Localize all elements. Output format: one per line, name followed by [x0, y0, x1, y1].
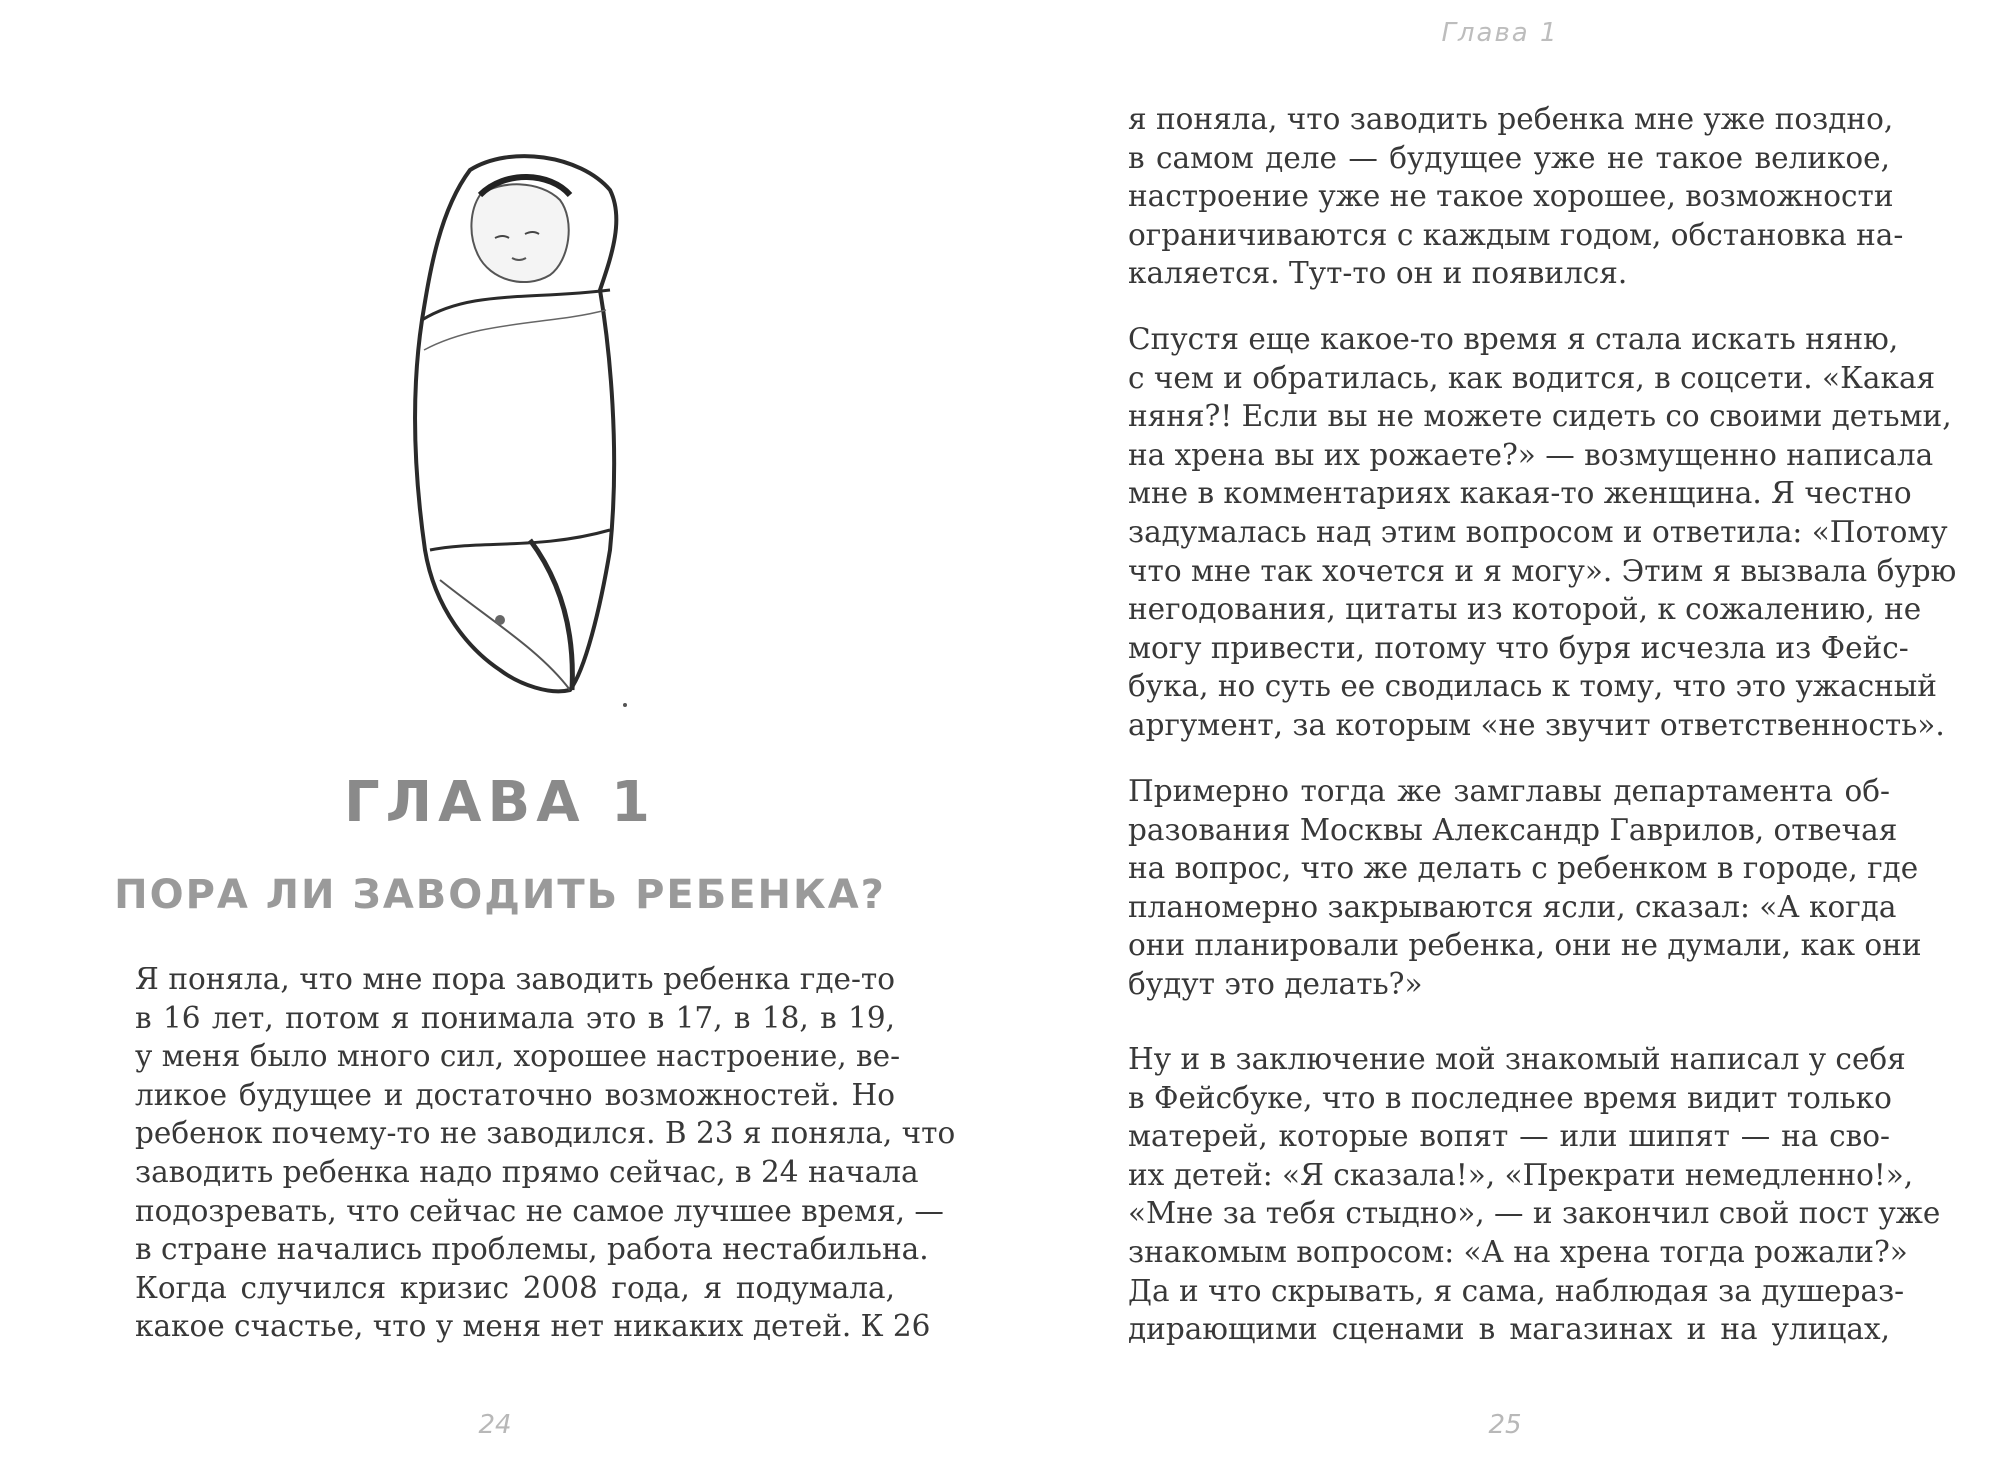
chapter-number: ГЛАВА 1: [343, 770, 657, 835]
text-line: будут это делать?»: [1128, 966, 1423, 1001]
text-line: подозревать, что сейчас не самое лучшее время, —: [135, 1193, 944, 1228]
text-line: аргумент, за которым «не звучит ответственность».: [1128, 707, 1945, 742]
text-line: на хрена вы их рожаете?» — возмущенно написала: [1128, 437, 1934, 472]
left-page-body: [135, 960, 956, 1346]
text-line: Спустя еще какое-то время я стала искать няню,: [1128, 322, 1899, 356]
text-line: заводить ребенка надо прямо сейчас, в 24 начала: [135, 1154, 919, 1189]
text-line: знакомым вопросом: «А на хрена тогда рожали?»: [1128, 1234, 1908, 1269]
text-line: на вопрос, что же делать с ребенком в городе, где: [1128, 851, 1919, 886]
text-line: я поняла, что заводить ребенка мне уже поздно,: [1128, 102, 1894, 136]
text-line: какое счастье, что у меня нет никаких детей. К 26: [135, 1309, 931, 1344]
paragraph: [135, 960, 956, 1346]
text-line: ребенок почему-то не заводился. В 23 я поняла, что: [135, 1116, 956, 1151]
text-line: Когда случился кризис 2008 года, я подумала,: [135, 1270, 895, 1305]
text-line: «Мне за тебя стыдно», — и закончил свой пост уже: [1128, 1196, 1941, 1231]
text-line: ограничиваются с каждым годом, обстановка на-: [1128, 217, 1904, 252]
text-line: в Фейсбуке, что в последнее время видит только: [1128, 1080, 1892, 1115]
text-line: в 16 лет, потом я понимала это в 17, в 18, в 19,: [135, 1000, 895, 1035]
page-number: 24: [478, 1410, 512, 1440]
text-line: настроение уже не такое хорошее, возможности: [1128, 179, 1894, 214]
text-line: няня?! Если вы не можете сидеть со своими детьми,: [1128, 399, 1952, 434]
text-line: в стране начались проблемы, работа нестабильна.: [135, 1232, 929, 1267]
text-line: что мне так хочется и я могу». Этим я вызвала бурю: [1128, 553, 1957, 588]
text-line: они планировали ребенка, они не думали, как они: [1128, 928, 1922, 963]
text-line: задумалась над этим вопросом и ответила: «Потому: [1128, 514, 1948, 549]
text-line: матерей, которые вопят — или шипят — на сво-: [1128, 1119, 1890, 1154]
page-number: 25: [1488, 1410, 1522, 1440]
text-line: могу привести, потому что буря исчезла из Фейс-: [1128, 630, 1909, 665]
text-line: разования Москвы Александр Гаврилов, отвечая: [1128, 812, 1898, 847]
text-line: Я поняла, что мне пора заводить ребенка где-то: [135, 962, 895, 996]
text-line: их детей: «Я сказала!», «Прекрати немедленно!»,: [1128, 1157, 1914, 1192]
text-line: негодования, цитаты из которой, к сожалению, не: [1128, 592, 1922, 627]
paragraph-1: [1128, 100, 1904, 293]
chapter-title: ПОРА ЛИ ЗАВОДИТЬ РЕБЕНКА?: [114, 872, 886, 918]
text-line: ликое будущее и достаточно возможностей. Но: [135, 1077, 895, 1112]
text-line: Да и что скрывать, я сама, наблюдая за душераз-: [1128, 1273, 1905, 1308]
text-line: у меня было много сил, хорошее настроение, ве-: [135, 1039, 901, 1074]
text-line: планомерно закрываются ясли, сказал: «А когда: [1128, 889, 1897, 924]
paragraph-4: [1128, 1040, 1941, 1349]
text-line: Ну и в заключение мой знакомый написал у себя: [1128, 1042, 1906, 1076]
paragraph-2: [1128, 320, 1957, 745]
swaddled-baby-illustration: [410, 150, 660, 710]
right-page: [1000, 0, 2000, 1484]
text-line: в самом деле — будущее уже не такое великое,: [1128, 140, 1890, 175]
text-line: мне в комментариях какая-то женщина. Я честно: [1128, 476, 1912, 511]
text-line: Примерно тогда же замглавы департамента об-: [1128, 774, 1890, 808]
text-line: дирающими сценами в магазинах и на улицах,: [1128, 1312, 1890, 1347]
text-line: каляется. Тут-то он и появился.: [1128, 256, 1628, 291]
paragraph-3: [1128, 772, 1922, 1004]
text-line: с чем и обратилась, как водится, в соцсети. «Какая: [1128, 360, 1936, 395]
text-line: бука, но суть ее сводилась к тому, что это ужасный: [1128, 669, 1937, 704]
running-head: Глава 1: [1441, 18, 1559, 48]
